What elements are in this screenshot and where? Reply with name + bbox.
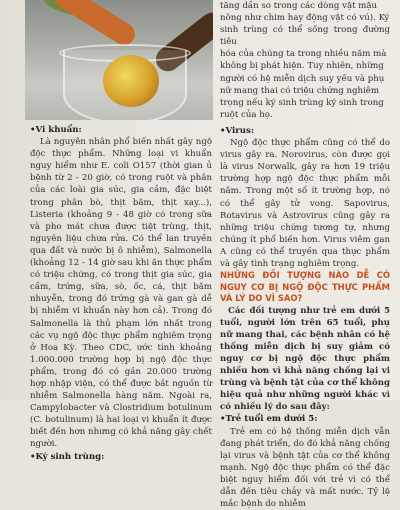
parasite-continued-line-1: tăng dần so trong các dòng vật mậu [220,0,390,12]
bacteria-paragraph: Là nguyên nhân phổ biến nhất gây ngộ độc thực phẩm. Những loại vi khuẩn nguy hiểm như E. coli O157 (thời gian ủ bệnh từ 2 - 20 giờ, có trong ruột và phân của các loài gia súc, gia cầm, đặc biệt trong phân bò, thịt băm, thịt xay...), Listeria (khoảng 9 - 48 giờ có trong sữa và pho mát chưa được tiệt trùng, thịt, nguyên liệu chưa rửa. Có thể lan truyền qua đất và nước bị ô nhiễm), Salmonella (khoảng 12 - 14 giờ sau khi ăn thực phẩm có triệu chứng, có trong thịt gia súc, gia cầm, trứng, sữa, sò, ốc, cá, thịt băm nhuyễn, trong đó trứng gà và gan gà dễ bị nhiễm vi khuẩn này hơn cả). Trong đó Salmonella là thủ phạm lớn nhất trong các vụ ngộ độc thực phẩm nghiêm trọng ở Hoa Kỳ. Theo CDC, ước tính khoảng 1.000.000 trường hợp bị ngộ độc thực phẩm, trong đó có gần 20.000 trường hợp nhập viện, có thể được bắt nguồn từ nhiễm Salmonella hàng năm. Ngoài ra, Campylobacter và Clostridium botulinum (C. botulinum) là hai loại vi khuẩn ít được biết đến hơn nhưng có khả năng gây chết người. [30,136,212,450]
left-column [30,124,212,463]
parasite-heading: • Ký sinh trùng: [30,451,212,463]
right-column [220,0,390,510]
risk-groups-intro: Các đối tượng như trẻ em dưới 5 tuổi, người lớn trên 65 tuổi, phụ nữ mang thai, các bệnh nhân có hệ thống miễn dịch bị suy giảm có nguy cơ bị ngộ độc thực phẩm nhiều hơn vì khả năng chống lại vi trùng và bệnh tật của cơ thể không hiệu quả như những người khác vì có nhiều lý do sau đây: [220,305,390,414]
bacteria-heading: • Vi khuẩn: [30,124,212,136]
parasite-continued-line-5: không bị phát hiện. Tuy nhiên, những [220,60,390,72]
carrot-shape [51,0,139,49]
virus-heading: • Virus: [220,125,390,137]
parasite-continued-line-9: ruột của họ. [220,109,390,121]
food-photo [25,0,213,120]
children-heading: • Trẻ tuổi em dưới 5: [220,413,390,425]
parasite-continued-line-4: hóa của chúng ta trong nhiều năm mà [220,48,390,60]
rotten-apple-shape [103,55,159,107]
children-paragraph: Trẻ em có hệ thống miễn dịch vẫn đang phát triển, do đó khả năng chống lại virus và bệnh tật của cơ thể không mạnh. Ngộ độc thực phẩm có thể đặc biệt nguy hiểm đối với trẻ vì có thể dẫn đến tiêu chảy và mất nước. Tỷ lệ mắc bệnh do nhiễm [220,426,390,510]
parasite-continued-line-8: trọng nếu ký sinh trùng ký sinh trong [220,97,390,109]
parasite-continued-line-2: nông như chim hay động vật có vú). Ký [220,12,390,24]
virus-paragraph: Ngộ độc thực phẩm cũng có thể do virus gây ra. Norovirus, còn được gọi là virus Norwalk, gây ra hơn 19 triệu trường hợp ngộ độc thực phẩm mỗi năm. Trong một số ít trường hợp, nó có thể gây tử vong. Sapovirus, Rotavirus và Astrovirus cũng gây ra những triệu chứng tương tự, nhưng chúng ít phổ biến hơn. Virus viêm gan A cũng có thể truyền qua thực phẩm và gây tình trạng nghiêm trọng. [220,137,390,270]
parasite-continued-line-3: sinh trùng có thể sống trong đường tiêu [220,24,390,48]
parasite-continued-line-6: người có hệ miễn dịch suy yếu và phụ [220,73,390,85]
parasite-continued-line-7: nữ mang thai có triệu chứng nghiêm [220,85,390,97]
risk-groups-title: NHỮNG ĐỐI TƯỢNG NÀO DỄ CÓ NGUY CƠ BỊ NGỘ ĐỘC THỰC PHẨM VÀ LÝ DO VÌ SAO? [220,270,390,305]
